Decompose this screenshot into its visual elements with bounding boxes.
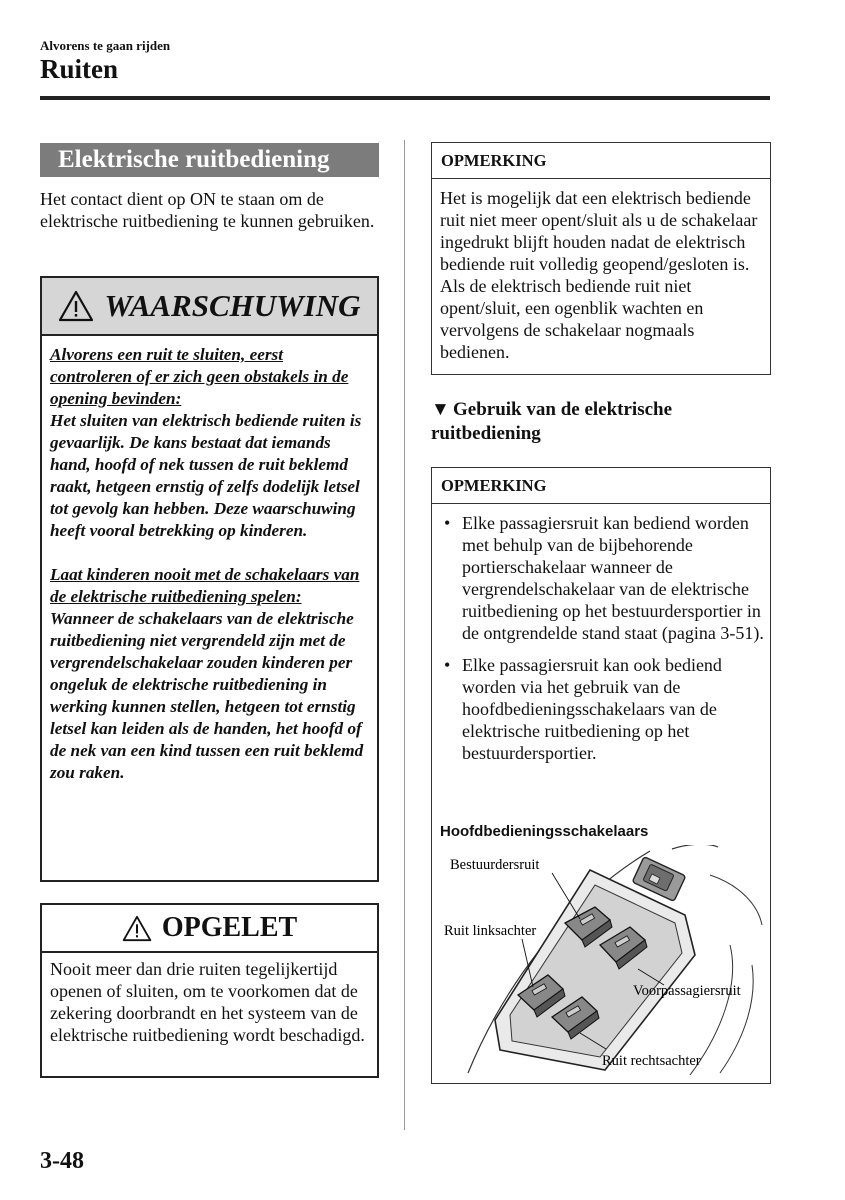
note-list bbox=[440, 512, 765, 774]
list-item bbox=[440, 512, 765, 644]
warning-paragraph-2 bbox=[50, 564, 368, 784]
window-switch-illustration bbox=[440, 845, 765, 1075]
subsection-heading-text: Gebruik van de elektrische ruitbediening bbox=[431, 399, 673, 444]
caution-box bbox=[40, 903, 379, 1078]
page-number: 3-48 bbox=[40, 1148, 84, 1174]
warning-lead-2: Laat kinderen nooit met de schakelaars van de elektrische ruitbediening spelen: bbox=[50, 565, 360, 606]
warning-box bbox=[40, 276, 379, 882]
warning-text-1: Het sluiten van elektrisch bediende ruiten is gevaarlijk. De kans bestaat dat iemands hand, hoofd of nek tussen de ruit beklemd raakt, hetgeen ernstig of zelfs dodelijk letsel tot gevolg kan hebben. Deze waarschuwing heeft vooral betrekking op kinderen. bbox=[50, 411, 362, 540]
caution-text: Nooit meer dan drie ruiten tegelijkertijd openen of sluiten, om te voorkomen dat de zekering doorbrandt en het systeem van de elektrische ruitbediening wordt beschadigd. bbox=[50, 959, 365, 1045]
warning-triangle-icon bbox=[58, 290, 94, 322]
note-box-1 bbox=[431, 142, 771, 375]
warning-text-2: Wanneer de schakelaars van de elektrische ruitbediening niet vergrendeld zijn met de vergrendelschakelaar zouden kinderen per ongeluk de elektrische ruitbediening in werking kunnen stellen, hetgeen tot ernstig letsel kan leiden als de handen, het hoofd of de nek van een kind tussen een ruit beklemd zou raken. bbox=[50, 609, 364, 782]
caution-triangle-icon bbox=[122, 915, 152, 942]
warning-lead-1: Alvorens een ruit te sluiten, eerst controleren of er zich geen obstakels in de opening bevinden: bbox=[50, 345, 349, 408]
bullet-icon: • bbox=[444, 655, 451, 675]
list-item-text: Elke passagiersruit kan ook bediend worden via het gebruik van de hoofdbedieningsschakelaars van de elektrische ruitbediening op het bestuurdersportier. bbox=[462, 655, 722, 763]
bullet-icon: • bbox=[444, 513, 451, 533]
callout-rear-left: Ruit linksachter bbox=[444, 923, 537, 939]
note-label-1: OPMERKING bbox=[432, 143, 770, 179]
callout-driver: Bestuurdersruit bbox=[450, 857, 540, 873]
list-item bbox=[440, 654, 765, 764]
note-box-2 bbox=[431, 467, 771, 1084]
warning-body bbox=[50, 344, 368, 806]
note-text-1: Het is mogelijk dat een elektrisch bediende ruit niet meer opent/sluit als u de schakelaar ingedrukt blijft houden nadat de elektrisch bediende ruit volledig geopend/gesloten is. Als de elektrisch bediende ruit niet opent/sluit, een ogenblik wachten en vervolgens de schakelaar nogmaals bedienen. bbox=[440, 188, 758, 362]
intro-paragraph: Het contact dient op ON te staan om de elektrische ruitbediening te kunnen gebruiken. bbox=[40, 189, 375, 231]
warning-title: WAARSCHUWING bbox=[104, 288, 361, 323]
list-item-text: Elke passagiersruit kan bediend worden met behulp van de bijbehorende portierschakelaar wanneer de vergrendelschakelaar van de elektrische ruitbediening op het bestuurdersportier in de ontgrendelde stand staat (pagina 3-51). bbox=[462, 513, 764, 643]
callout-front-passenger: Voorpassagiersruit bbox=[633, 983, 741, 999]
caution-header bbox=[42, 905, 377, 953]
note-label-2: OPMERKING bbox=[432, 468, 770, 504]
subsection-heading bbox=[431, 398, 771, 446]
figure-title: Hoofdbedieningsschakelaars bbox=[440, 823, 649, 840]
section-heading: Elektrische ruitbediening bbox=[40, 143, 379, 177]
header-rule bbox=[40, 96, 770, 100]
column-divider bbox=[404, 140, 405, 1130]
section-label: Alvorens te gaan rijden bbox=[40, 38, 171, 53]
warning-paragraph-1 bbox=[50, 344, 368, 542]
warning-header bbox=[42, 278, 377, 336]
callout-rear-right: Ruit rechtsachter bbox=[602, 1053, 701, 1069]
caution-title: OPGELET bbox=[161, 912, 298, 943]
page-title: Ruiten bbox=[40, 54, 119, 84]
triangle-marker-icon: ▼ bbox=[431, 399, 450, 420]
